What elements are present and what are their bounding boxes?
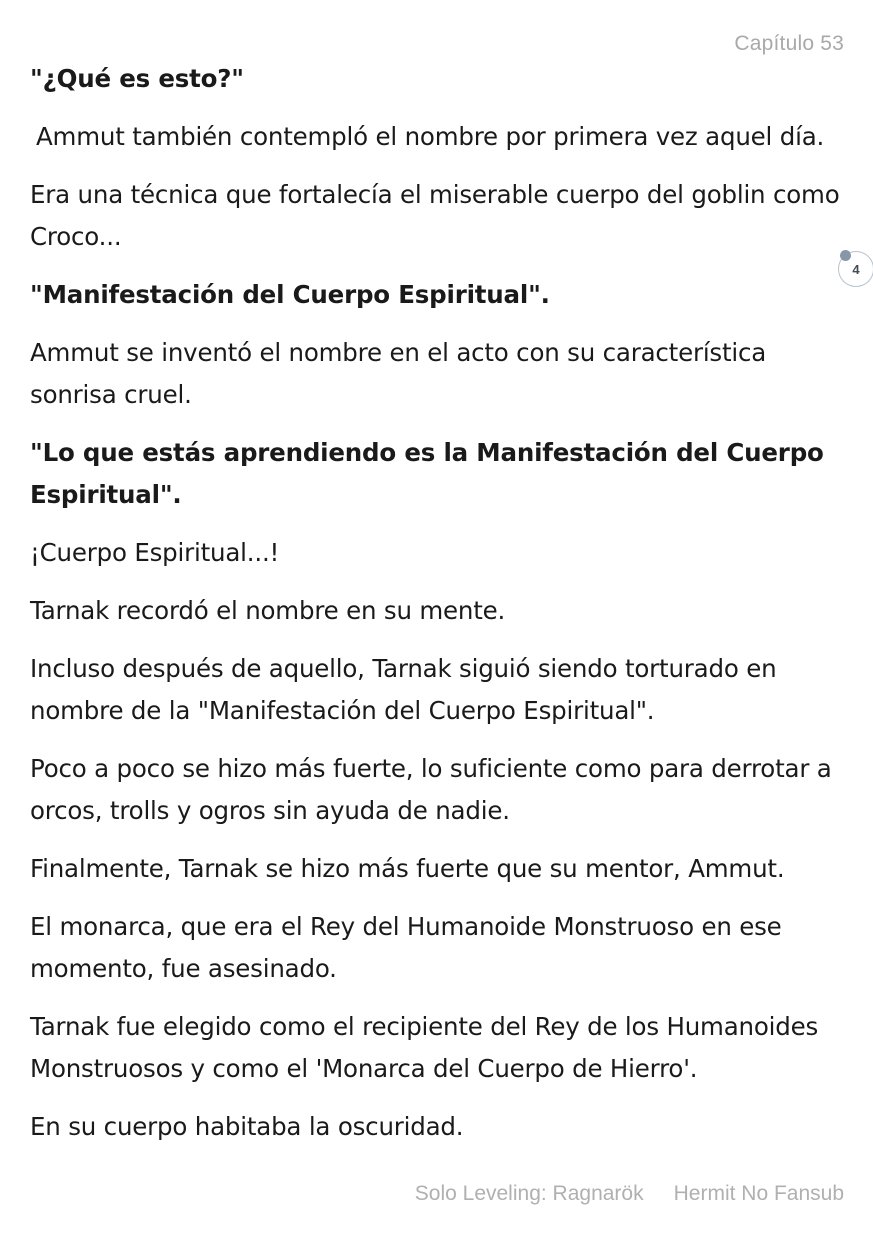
- paragraph-3: Era una técnica que fortalecía el miserable cuerpo del goblin como Croco...: [30, 180, 840, 251]
- paragraph-12: El monarca, que era el Rey del Humanoide Monstruoso en ese momento, fue asesinado.: [30, 912, 782, 983]
- translator-group: Hermit No Fansub: [673, 1182, 844, 1205]
- paragraph-4: "Manifestación del Cuerpo Espiritual".: [30, 280, 550, 309]
- chapter-text: [30, 58, 845, 1164]
- comment-count-badge[interactable]: 4: [838, 251, 873, 287]
- badge-dot-icon: [840, 250, 851, 261]
- paragraph-10: Poco a poco se hizo más fuerte, lo suficiente como para derrotar a orcos, trolls y ogros sin ayuda de nadie.: [30, 754, 832, 825]
- footer: [415, 1182, 844, 1206]
- paragraph-11: Finalmente, Tarnak se hizo más fuerte que su mentor, Ammut.: [30, 854, 785, 883]
- paragraph-1: "¿Qué es esto?": [30, 64, 244, 93]
- paragraph-8: Tarnak recordó el nombre en su mente.: [30, 596, 506, 625]
- paragraph-2: Ammut también contempló el nombre por primera vez aquel día.: [36, 122, 825, 151]
- paragraph-7: ¡Cuerpo Espiritual...!: [30, 538, 280, 567]
- paragraph-6: "Lo que estás aprendiendo es la Manifestación del Cuerpo Espiritual".: [30, 438, 824, 509]
- paragraph-9: Incluso después de aquello, Tarnak siguió siendo torturado en nombre de la "Manifestación del Cuerpo Espiritual".: [30, 654, 777, 725]
- paragraph-14: En su cuerpo habitaba la oscuridad.: [30, 1112, 464, 1141]
- paragraph-5: Ammut se inventó el nombre en el acto con su característica sonrisa cruel.: [30, 338, 767, 409]
- series-title: Solo Leveling: Ragnarök: [414, 1182, 644, 1205]
- chapter-label: Capítulo 53: [734, 32, 844, 55]
- paragraph-13: Tarnak fue elegido como el recipiente del Rey de los Humanoides Monstruosos y como el 'Monarca del Cuerpo de Hierro'.: [30, 1012, 819, 1083]
